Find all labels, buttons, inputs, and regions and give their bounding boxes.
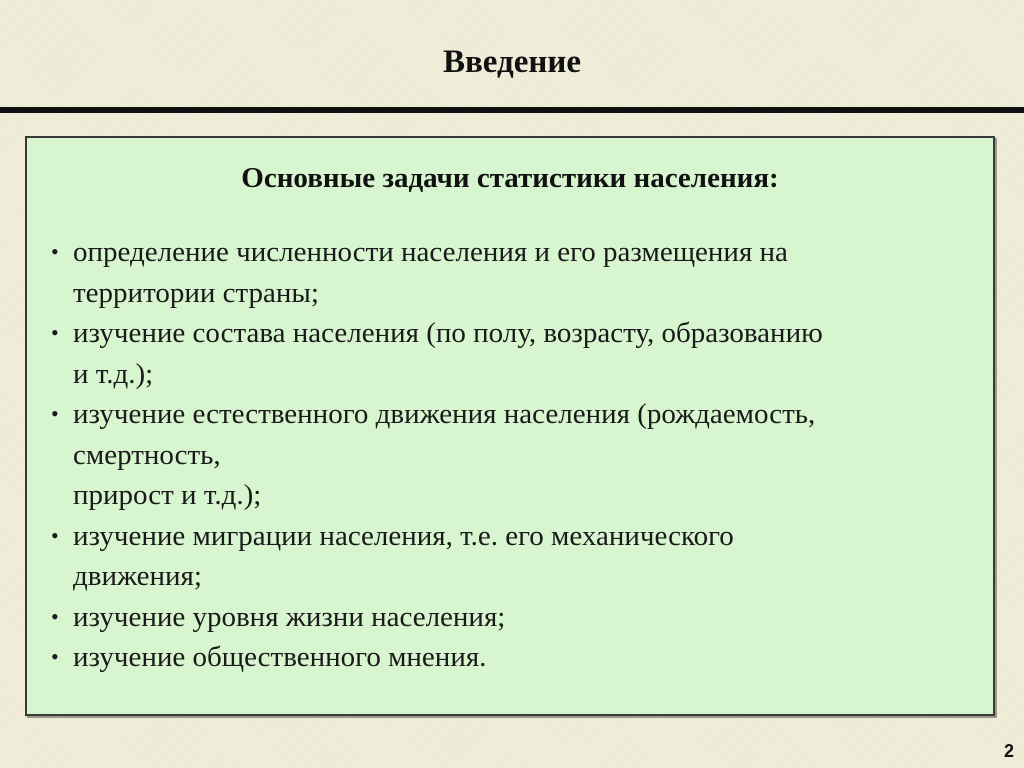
bullet-icon: • xyxy=(51,401,59,426)
list-item xyxy=(51,394,981,516)
list-item-line: изучение общественного мнения. xyxy=(73,641,487,673)
list-item-text xyxy=(73,597,981,638)
list-item-line: движения; xyxy=(73,560,202,592)
page-number: 2 xyxy=(1003,741,1014,761)
list-item-text xyxy=(73,394,981,516)
list-item-text xyxy=(73,637,981,678)
task-list xyxy=(51,232,981,678)
list-item-line: территории страны; xyxy=(73,276,319,309)
bullet-icon: • xyxy=(51,239,59,264)
panel-heading: Основные задачи статистики населения: xyxy=(241,162,779,194)
bullet-icon: • xyxy=(51,320,59,345)
bullet-icon: • xyxy=(51,644,59,669)
slide-title: Введение xyxy=(442,44,582,80)
bullet-icon: • xyxy=(51,522,59,548)
list-item-line: изучение уровня жизни населения; xyxy=(73,600,506,633)
list-item-text xyxy=(73,232,981,313)
bullet-icon: • xyxy=(51,603,59,629)
list-item-line: изучение миграции населения, т.е. его механического xyxy=(73,519,734,552)
title-divider xyxy=(0,107,1024,113)
list-item-line: прирост и т.д.); xyxy=(73,479,262,511)
list-item-text xyxy=(73,313,981,394)
list-item-text xyxy=(73,516,981,597)
list-item-line: смертность, xyxy=(73,438,221,471)
list-item xyxy=(51,516,981,597)
list-item xyxy=(51,232,981,313)
list-item-line: изучение естественного движения населения (рождаемость, xyxy=(73,398,816,430)
content-panel xyxy=(25,136,995,716)
list-item-line: и т.д.); xyxy=(73,357,154,390)
list-item xyxy=(51,313,981,394)
list-item-line: определение численности населения и его размещения на xyxy=(73,236,788,268)
list-item xyxy=(51,597,981,638)
list-item-line: изучение состава населения (по полу, возрасту, образованию xyxy=(73,317,823,349)
list-item xyxy=(51,637,981,678)
